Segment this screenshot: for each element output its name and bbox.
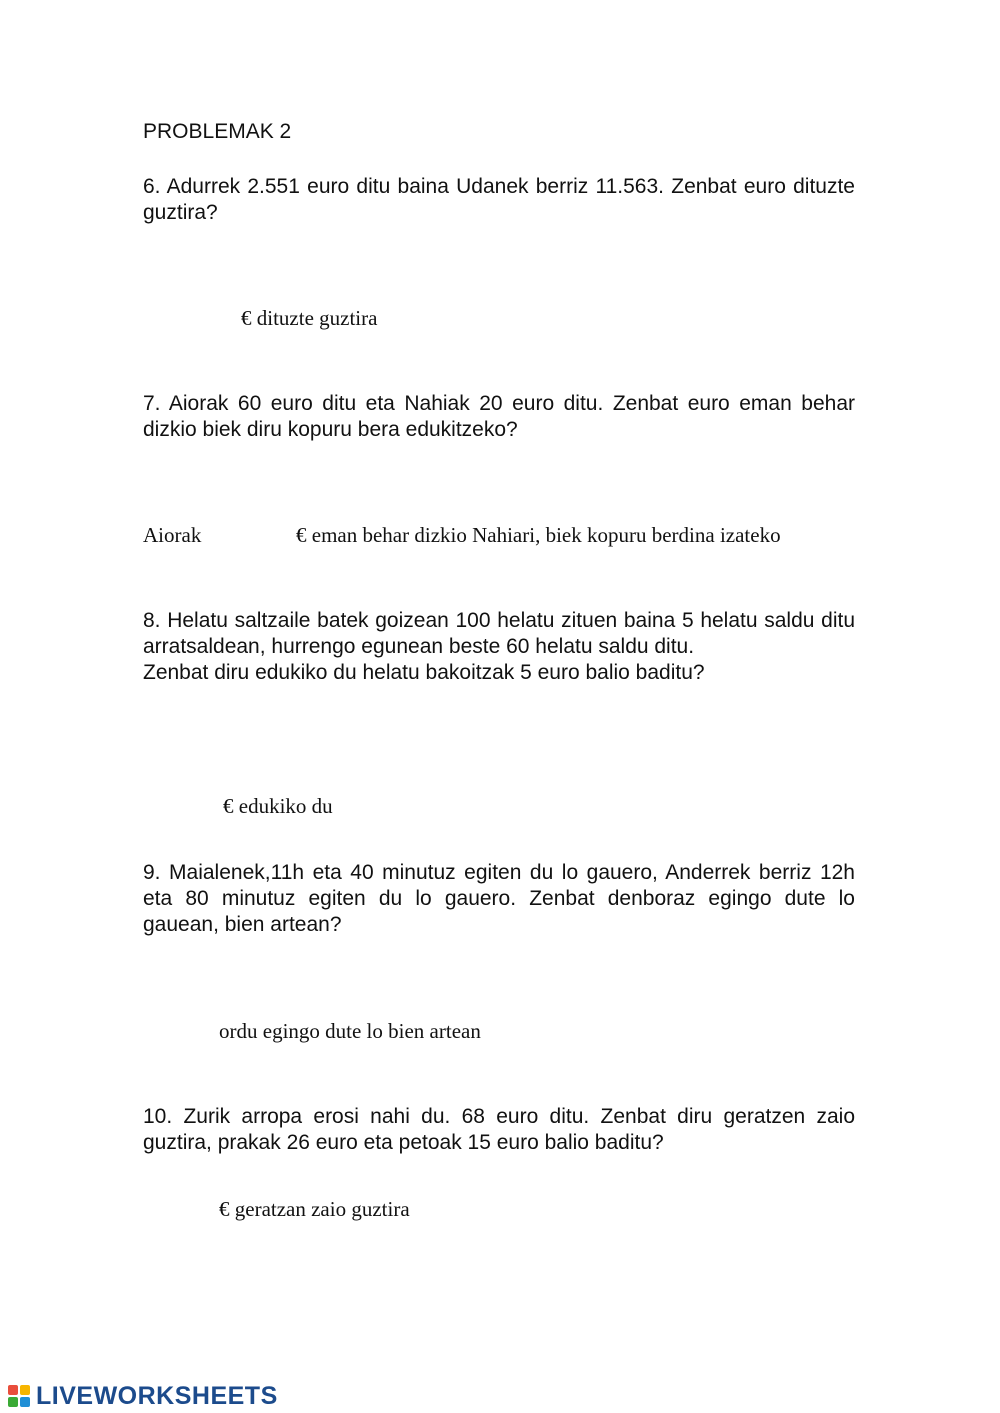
answer-7-prefix: Aiorak	[143, 523, 202, 547]
liveworksheets-logo	[8, 1380, 278, 1412]
brand-name: LIVEWORKSHEETS	[36, 1381, 278, 1410]
answer-10-label: € geratzan zaio guztira	[219, 1197, 410, 1221]
logo-square-green	[8, 1397, 18, 1407]
answer-6-input[interactable]	[150, 305, 240, 333]
logo-square-red	[8, 1385, 18, 1395]
answer-6-label: € dituzte guztira	[241, 306, 378, 330]
answer-10-input[interactable]	[140, 1196, 218, 1224]
problem-8-text: 8. Helatu saltzaile batek goizean 100 helatu zituen baina 5 helatu saldu ditu arratsaldean, hurrengo egunean beste 60 helatu saldu ditu.	[143, 609, 855, 658]
answer-9-input[interactable]	[140, 1018, 218, 1046]
problem-10	[143, 1104, 855, 1156]
problem-10-text: 10. Zurik arropa erosi nahi du. 68 euro ditu. Zenbat diru geratzen zaio guztira, prakak 26 euro eta petoak 15 euro balio baditu?	[143, 1105, 855, 1154]
answer-9-label: ordu egingo dute lo bien artean	[219, 1019, 481, 1043]
problem-7-text: 7. Aiorak 60 euro ditu eta Nahiak 20 euro ditu. Zenbat euro eman behar dizkio biek diru kopuru bera edukitzeko?	[143, 392, 855, 441]
problem-8	[143, 608, 855, 686]
problem-9-text: 9. Maialenek,11h eta 40 minutuz egiten du lo gauero, Anderrek berriz 12h eta 80 minutuz egiten du lo gauero. Zenbat denboraz egingo dute lo gauean, bien artean?	[143, 861, 855, 936]
problem-7	[143, 391, 855, 443]
answer-8-label: € edukiko du	[223, 794, 333, 818]
answer-7-input[interactable]	[212, 522, 294, 550]
problem-8-text-2: Zenbat diru edukiko du helatu bakoitzak 5 euro balio baditu?	[143, 661, 705, 684]
answer-8-input[interactable]	[140, 793, 224, 821]
problem-6-text: 6. Adurrek 2.551 euro ditu baina Udanek berriz 11.563. Zenbat euro dituzte guztira?	[143, 175, 855, 224]
answer-7-label: € eman behar dizkio Nahiari, biek kopuru berdina izateko	[296, 523, 781, 547]
logo-square-yellow	[20, 1385, 30, 1395]
problem-9	[143, 860, 855, 938]
logo-square-blue	[20, 1397, 30, 1407]
page-title: PROBLEMAK 2	[143, 120, 292, 143]
logo-grid-icon	[8, 1385, 30, 1407]
problem-6	[143, 174, 855, 226]
